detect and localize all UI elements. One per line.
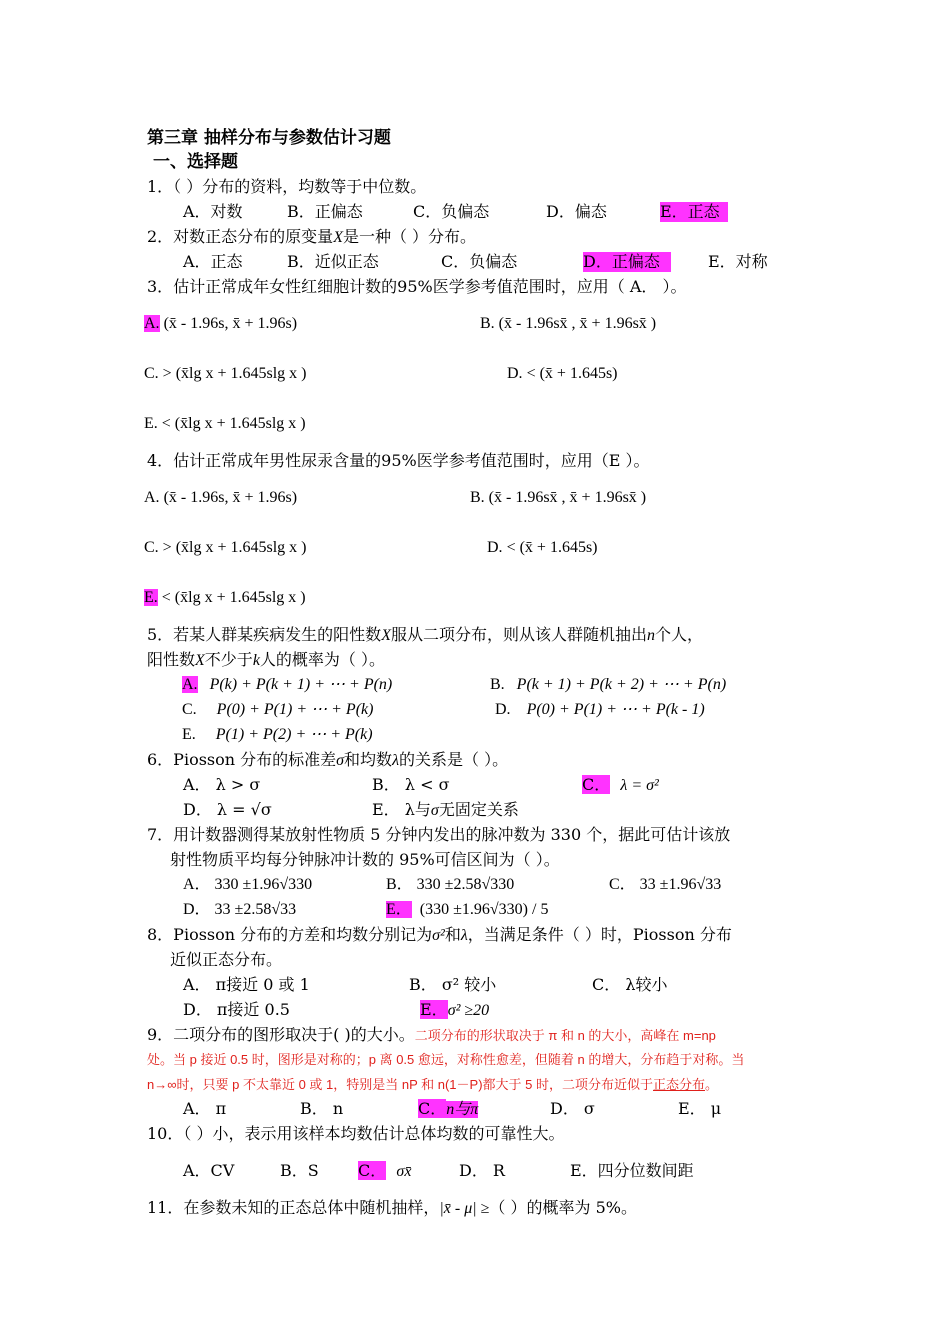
q10-option-d: D． R (459, 1161, 505, 1180)
q7-option-b: B． 330 ±2.58√330 (386, 876, 515, 893)
q10-option-e: E．四分位数间距 (570, 1161, 694, 1180)
question-4-stem: 4．估计正常成年男性尿汞含量的95%医学参考值范围时，应用（E ）。 (147, 451, 650, 470)
q3-option-c: C. > (x̄lg x + 1.645slg x ) (144, 365, 307, 382)
q1-option-a: A．对数 (183, 202, 243, 221)
q1-option-c: C．负偏态 (413, 202, 490, 221)
q5-option-e: E. P(1) + P(2) + ⋯ + P(k) (182, 726, 373, 743)
q5-option-a: A. P(k) + P(k + 1) + ⋯ + P(n) (182, 676, 393, 693)
q1-option-e-highlighted: E．正态 (660, 202, 728, 222)
q8-option-a: A． π接近 0 或 1 (183, 975, 310, 994)
question-10-stem: 10．（ ）小，表示用该样本均数估计总体均数的可靠性大。 (147, 1124, 565, 1143)
q3-option-b: B. (x̄ - 1.96sx̄ , x̄ + 1.96sx̄ ) (480, 315, 657, 332)
question-5-line-1: 5．若某人群某疾病发生的阳性数X服从二项分布，则从该人群随机抽出n个人， (147, 625, 703, 644)
q6-option-c: C． λ = σ² (582, 775, 659, 794)
q9-option-a: A． π (183, 1099, 227, 1118)
question-9-line-1: 9．二项分布的图形取决于( )的大小。二项分布的形状取决于 π 和 n 的大小，高峰在 m=np (147, 1025, 716, 1044)
q6-option-e: E． λ与σ无固定关系 (372, 800, 519, 819)
q5-option-d: D. P(0) + P(1) + ⋯ + P(k - 1) (495, 701, 705, 718)
q7-option-e: E． (330 ±1.96√330) / 5 (386, 901, 549, 918)
q5-option-c: C. P(0) + P(1) + ⋯ + P(k) (182, 701, 374, 718)
q9-option-b: B． n (300, 1099, 344, 1118)
q10-option-b: B．S (280, 1161, 319, 1180)
page-title: 第三章 抽样分布与参数估计习题 (147, 128, 391, 148)
q6-option-d: D． λ = √σ (183, 800, 272, 819)
q3-option-d: D. < (x̄ + 1.645s) (507, 365, 618, 382)
q2-option-c: C．负偏态 (441, 252, 518, 271)
question-6-stem: 6．Piosson 分布的标准差σ和均数λ的关系是（ ）。 (147, 750, 509, 769)
q5-option-b: B. P(k + 1) + P(k + 2) + ⋯ + P(n) (490, 676, 727, 693)
question-9-note-line-3: n→∞时，只要 p 不太靠近 0 或 1，特别是当 nP 和 n(1－P)都大于 5 时，二项分布近似于正态分布。 (147, 1077, 719, 1092)
question-8-line-1: 8．Piosson 分布的方差和均数分别记为σ²和λ，当满足条件（ ）时，Piosson 分布 (147, 925, 732, 944)
q1-option-b: B．正偏态 (287, 202, 363, 221)
q7-option-c: C． 33 ±1.96√33 (609, 876, 722, 893)
q2-option-e: E．对称 (708, 252, 768, 271)
q2-option-d-highlighted: D．正偏态 (583, 252, 671, 272)
normal-distribution-link[interactable]: 正态分布 (653, 1077, 706, 1092)
question-8-line-2: 近似正态分布。 (170, 950, 283, 969)
q7-option-d: D． 33 ±2.58√33 (183, 901, 297, 918)
question-3-stem: 3．估计正常成年女性红细胞计数的95%医学参考值范围时，应用（ A． ）。 (147, 277, 687, 296)
question-11-stem: 11．在参数未知的正态总体中随机抽样，|x̄ - μ| ≥（ ）的概率为 5%。 (147, 1198, 637, 1217)
q10-option-a: A．CV (183, 1161, 235, 1180)
q10-option-c: C． σx̄ (358, 1161, 412, 1180)
question-7-line-2: 射性物质平均每分钟脉冲计数的 95%可信区间为（ ）。 (170, 850, 560, 869)
question-5-line-2: 阳性数X不少于k人的概率为（ ）。 (147, 650, 386, 669)
q8-option-c: C． λ较小 (592, 975, 668, 994)
section-heading: 一、选择题 (153, 152, 238, 172)
q4-option-b: B. (x̄ - 1.96sx̄ , x̄ + 1.96sx̄ ) (470, 489, 647, 506)
q6-option-a: A． λ > σ (183, 775, 261, 794)
q1-option-d: D．偏态 (546, 202, 607, 221)
q7-option-a: A． 330 ±1.96√330 (183, 876, 313, 893)
question-2-stem: 2．对数正态分布的原变量X是一种（ ）分布。 (147, 227, 477, 246)
q9-option-d: D． σ (550, 1099, 595, 1118)
q4-option-e: E. < (x̄lg x + 1.645slg x ) (144, 589, 306, 606)
question-9-note-line-2: 处。当 p 接近 0.5 时，图形是对称的；p 离 0.5 愈远，对称性愈差，但随着 n 的增大，分布趋于对称。当 (147, 1052, 745, 1067)
q2-option-a: A．正态 (183, 252, 243, 271)
q4-option-c: C. > (x̄lg x + 1.645slg x ) (144, 539, 307, 556)
q6-option-b: B． λ < σ (372, 775, 450, 794)
q3-option-a: A. (x̄ - 1.96s, x̄ + 1.96s) (144, 315, 298, 332)
q9-option-e: E． μ (678, 1099, 722, 1118)
question-7-line-1: 7．用计数器测得某放射性物质 5 分钟内发出的脉冲数为 330 个，据此可估计该放 (147, 825, 731, 844)
q8-option-e: E．σ² ≥20 (420, 1000, 490, 1019)
q8-option-d: D． π接近 0.5 (183, 1000, 290, 1019)
question-1-stem: 1．（ ）分布的资料，均数等于中位数。 (147, 177, 427, 196)
q8-option-b: B． σ² 较小 (409, 975, 497, 994)
q3-option-e: E. < (x̄lg x + 1.645slg x ) (144, 415, 306, 432)
q9-option-c: C．n与π (418, 1099, 479, 1118)
q4-option-d: D. < (x̄ + 1.645s) (487, 539, 598, 556)
q2-option-b: B．近似正态 (287, 252, 379, 271)
q4-option-a: A. (x̄ - 1.96s, x̄ + 1.96s) (144, 489, 298, 506)
